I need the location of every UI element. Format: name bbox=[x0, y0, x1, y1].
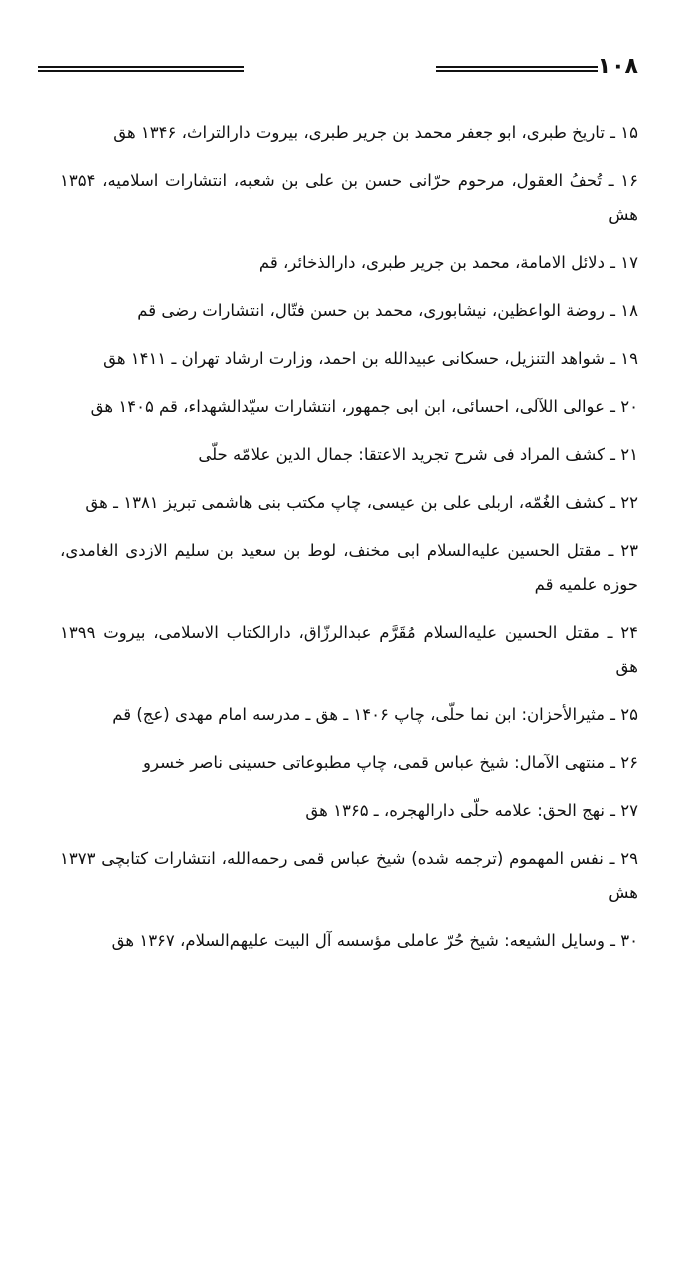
bibliography-entry: ۱۵ ـ تاریخ طبری، ابو جعفر محمد بن جریر طبری، بیروت دارالتراث، ۱۳۴۶ هق bbox=[113, 123, 638, 142]
bibliography-entry: ۲۶ ـ منتهی الآمال: شیخ عباس قمی، چاپ مطبوعاتی حسینی ناصر خسرو bbox=[143, 753, 638, 772]
page-number: ۱۰۸ bbox=[597, 54, 638, 79]
bibliography-entry: ۲۵ ـ مثیرالأحزان: ابن نما حلّی، چاپ ۱۴۰۶ ـ هق ـ مدرسه امام مهدی (عج) قم bbox=[112, 705, 638, 724]
bibliography-entry: ۱۷ ـ دلائل الامامة، محمد بن جریر طبری، دارالذخائر، قم bbox=[258, 253, 638, 272]
bibliography-entry: ۲۱ ـ کشف المراد فی شرح تجرید الاعتقا: جمال الدین علامّه حلّی bbox=[198, 445, 638, 464]
bibliography-entry: ۲۹ ـ نفس المهموم (ترجمه شده) شیخ عباس قمی رحمه‌الله، انتشارات کتابچی ۱۳۷۳ هش bbox=[60, 849, 638, 902]
bibliography-entry: ۲۰ ـ عوالی اللآلی، احسائی، ابن ابی جمهور، انتشارات سیّدالشهداء، قم ۱۴۰۵ هق bbox=[90, 397, 638, 416]
bibliography-entry: ۱۶ ـ تُحفُ العقول، مرحوم حرّانی حسن بن علی بن شعبه، انتشارات اسلامیه، ۱۳۵۴ هش bbox=[60, 171, 638, 224]
header-rule-right bbox=[436, 66, 598, 72]
header-rule-left bbox=[38, 66, 244, 72]
bibliography-entry: ۲۳ ـ مقتل الحسین علیه‌السلام ابی مخنف، لوط بن سعید بن سلیم الازدی الغامدی، حوزه علمیه قم bbox=[60, 541, 638, 594]
bibliography-entry: ۲۴ ـ مقتل الحسین علیه‌السلام مُقَرَّم عبدالرزّاق، دارالکتاب الاسلامی، بیروت ۱۳۹۹ هق bbox=[60, 623, 638, 676]
bibliography-entry: ۱۹ ـ شواهد التنزیل، حسکانی عبیدالله بن احمد، وزارت ارشاد تهران ـ ۱۴۱۱ هق bbox=[103, 349, 638, 368]
bibliography-entry: ۲۲ ـ کشف الغُمّه، اربلی علی بن عیسی، چاپ مکتب بنی هاشمی تبریز ۱۳۸۱ ـ هق bbox=[85, 493, 638, 512]
page-header bbox=[38, 52, 638, 82]
bibliography-list bbox=[60, 116, 638, 972]
bibliography-entry: ۲۷ ـ نهج الحق: علامه حلّی دارالهجره، ـ ۱۳۶۵ هق bbox=[305, 801, 638, 820]
bibliography-entry: ۳۰ ـ وسایل الشیعه: شیخ حُرّ عاملی مؤسسه آل البیت علیهم‌السلام، ۱۳۶۷ هق bbox=[111, 931, 638, 950]
bibliography-entry: ۱۸ ـ روضة الواعظین، نیشابوری، محمد بن حسن فتّال، انتشارات رضی قم bbox=[137, 301, 638, 320]
